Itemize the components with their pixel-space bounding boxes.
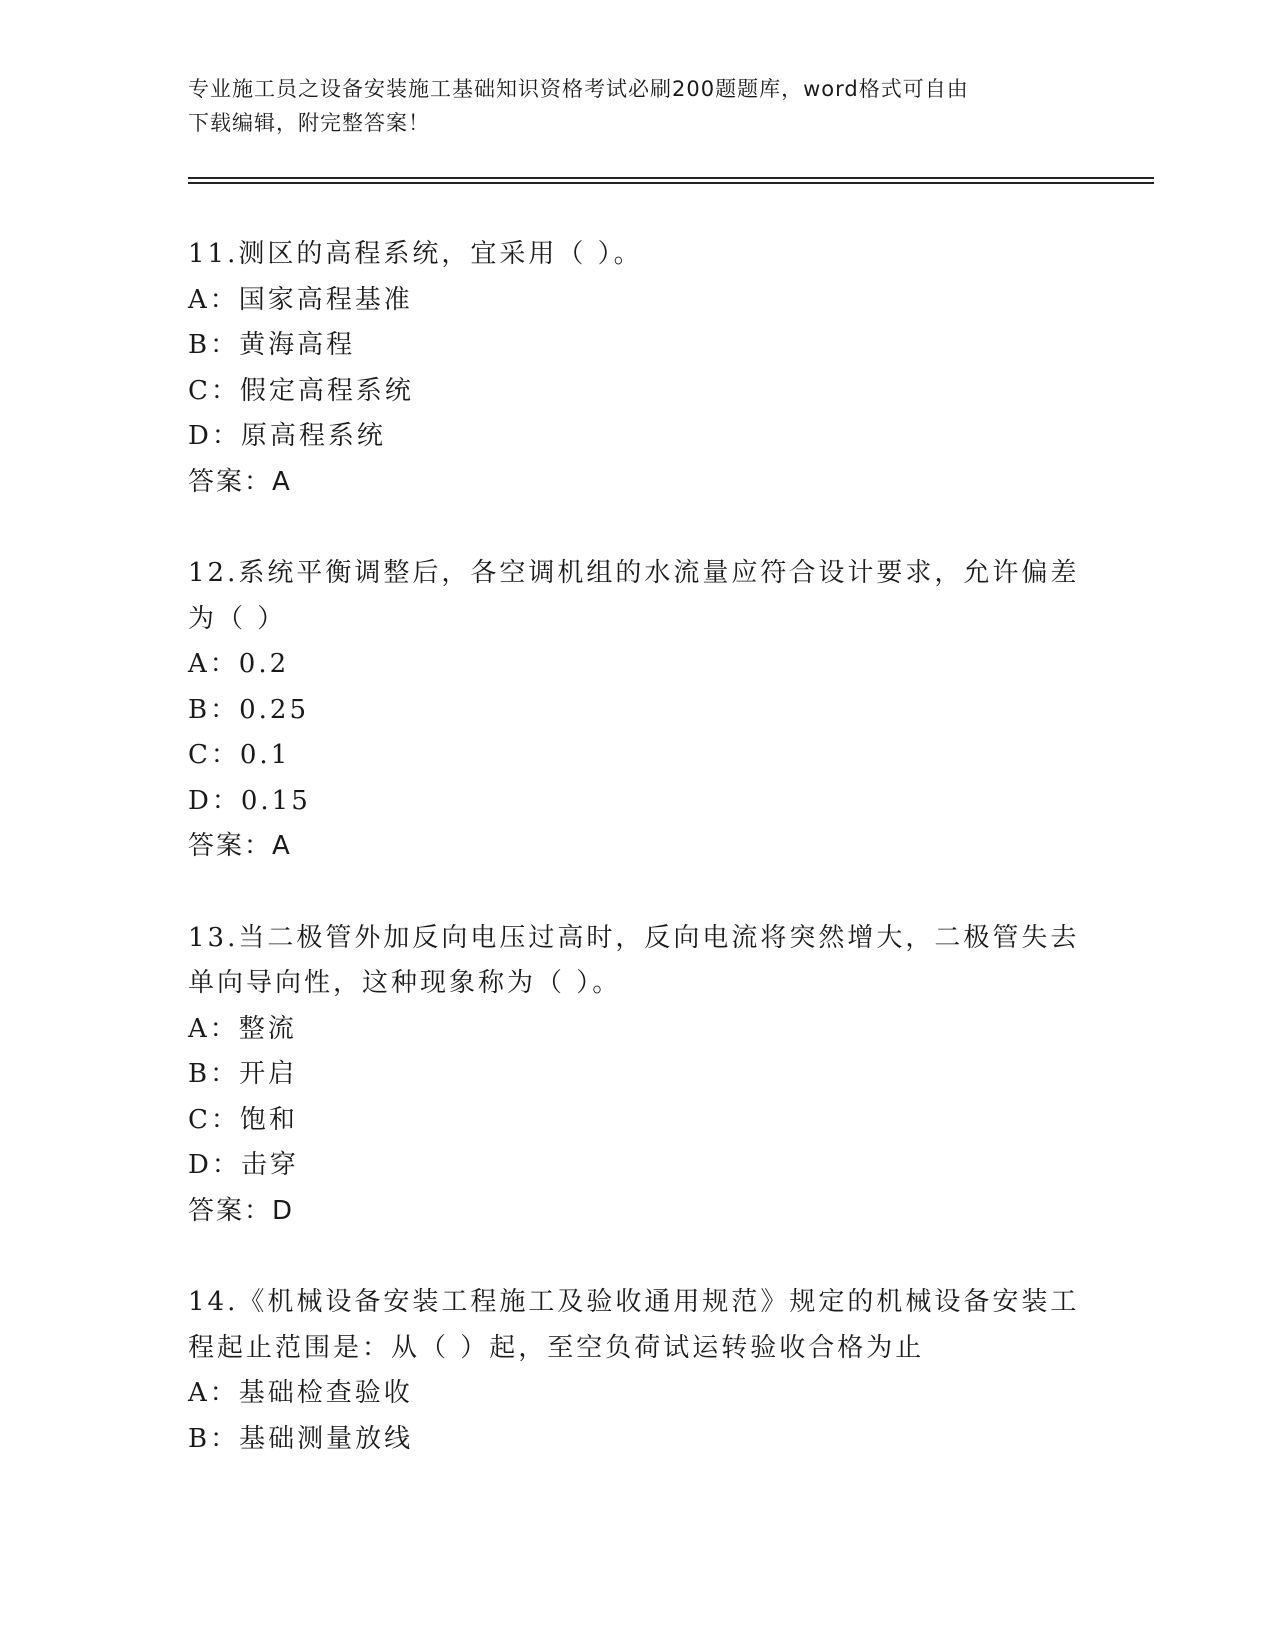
option-d: D：击穿: [188, 1150, 299, 1180]
question-13: [188, 916, 1088, 1235]
option-a: A：国家高程基准: [188, 284, 413, 315]
option-a: A：整流: [188, 1013, 297, 1044]
question-list: [188, 232, 1088, 1508]
question-12: [188, 551, 1088, 870]
option-b: B：0.25: [188, 694, 309, 725]
option-d: D：原高程系统: [188, 421, 386, 451]
header-line-2: 下载编辑，附完整答案！: [188, 111, 430, 135]
answer-label: 答案：D: [188, 1195, 295, 1226]
question-stem: 14.《机械设备安装工程施工及验收通用规范》规定的机械设备安装工: [188, 1287, 1080, 1317]
header-divider-bottom: [188, 182, 1154, 184]
header-divider-top: [188, 177, 1154, 179]
option-a: A：基础检查验收: [188, 1378, 413, 1408]
option-c: C：假定高程系统: [188, 375, 414, 406]
question-stem-continued: 程起止范围是：从（ ）起，至空负荷试运转验收合格为止: [188, 1332, 925, 1363]
option-b: B：基础测量放线: [188, 1423, 414, 1454]
option-b: B：黄海高程: [188, 330, 356, 360]
question-11: [188, 232, 1088, 505]
question-stem: 11.测区的高程系统，宜采用（ ）。: [188, 239, 643, 269]
document-header: [188, 72, 1088, 140]
question-stem-continued: 单向导向性，这种现象称为（ ）。: [188, 968, 622, 998]
question-stem-continued: 为（ ）: [188, 603, 287, 634]
answer-label: 答案：A: [188, 466, 292, 497]
question-stem: 13.当二极管外加反向电压过高时，反向电流将突然增大，二极管失去: [188, 922, 1080, 953]
option-c: C：饱和: [188, 1104, 298, 1135]
header-line-1: 专业施工员之设备安装施工基础知识资格考试必刷200题题库，word格式可自由: [188, 77, 969, 101]
question-14: [188, 1280, 1088, 1462]
option-a: A：0.2: [188, 649, 290, 679]
option-b: B：开启: [188, 1059, 298, 1089]
question-stem: 12.系统平衡调整后，各空调机组的水流量应符合设计要求，允许偏差: [188, 558, 1080, 588]
answer-label: 答案：A: [188, 831, 292, 861]
option-c: C：0.1: [188, 740, 291, 770]
option-d: D：0.15: [188, 785, 311, 816]
